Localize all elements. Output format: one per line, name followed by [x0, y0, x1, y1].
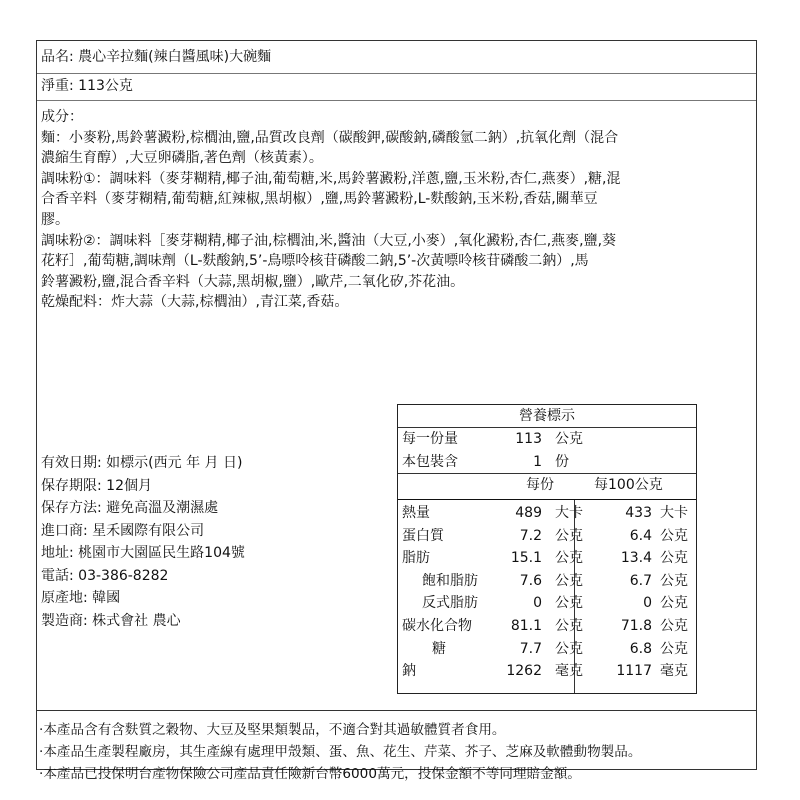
- phone: 電話: 03-386-8282: [41, 567, 169, 584]
- nutrient-value-per-100g: 71.8: [620, 618, 652, 634]
- nutrient-unit-per-serving: 大卡: [555, 505, 583, 521]
- nutrient-row: [398, 547, 696, 570]
- nutrient-value-per-serving: 15.1: [510, 550, 542, 567]
- nutrient-value-per-100g: 1117: [616, 663, 652, 680]
- nutrient-row: [398, 592, 696, 615]
- ingredient-line: 濃縮生育醇）,大豆卵磷脂,著色劑（核黃素）。: [41, 150, 323, 167]
- facility-notice: ·本產品生產製程廠房，其生產線有處理甲殼類、蛋、魚、花生、芹菜、芥子、芝麻及軟體動物製品。: [39, 744, 642, 760]
- nutrition-title: 營養標示: [519, 408, 575, 424]
- nutrient-value-per-100g: 6.8: [629, 640, 652, 657]
- serving-size-value: 113: [515, 431, 542, 447]
- manufacturer: 製造商: 株式會社 農心: [41, 612, 181, 629]
- ingredient-line: 鈴薯澱粉,鹽,混合香辛料（大蒜,黑胡椒,鹽）,歐芹,二氧化矽,芥花油。: [41, 273, 465, 290]
- main-content-row: [37, 101, 756, 711]
- product-name-row: [37, 41, 756, 74]
- seasoning2-ingredients: [41, 231, 731, 293]
- ingredient-line: 膠。: [41, 211, 69, 228]
- per-serving-header: 每份: [526, 477, 554, 493]
- nutrient-unit-per-100g: 公克: [660, 640, 688, 657]
- insurance-notice: ·本產品已投保明台產物保險公司產品責任險新台幣6000萬元，投保金額不等同理賠金額。: [39, 766, 581, 782]
- nutrient-unit-per-100g: 毫克: [660, 663, 688, 680]
- nutrient-value-per-100g: 6.4: [629, 527, 652, 544]
- ingredients-heading: 成分：: [41, 109, 83, 125]
- nutrient-name: 熱量: [402, 505, 430, 521]
- product-label: [36, 40, 757, 782]
- nutrient-unit-per-serving: 公克: [555, 572, 583, 589]
- nutrient-value-per-100g: 433: [625, 505, 652, 521]
- allergen-notice: ·本產品含有含麩質之穀物、大豆及堅果類製品，不適合對其過敏體質者食用。: [39, 722, 506, 738]
- nutrient-name: 蛋白質: [402, 527, 444, 544]
- servings-label: 本包裝含: [402, 454, 458, 470]
- nutrient-row: [398, 570, 696, 593]
- product-info-list: [41, 452, 245, 632]
- nutrient-value-per-100g: 13.4: [620, 550, 652, 567]
- storage-method: 保存方法: 避免高溫及潮濕處: [41, 500, 219, 516]
- servings-unit: 份: [555, 454, 569, 470]
- nutrient-unit-per-serving: 毫克: [555, 663, 583, 680]
- nutrient-value-per-serving: 7.2: [519, 527, 542, 544]
- nutrient-row: [398, 660, 696, 683]
- nutrient-value-per-serving: 1262: [506, 663, 542, 680]
- address: 地址: 桃園市大園區民生路104號: [41, 545, 245, 561]
- product-name: 品名: 農心辛拉麵(辣白醬風味)大碗麵: [41, 49, 272, 65]
- nutrient-name: 碳水化合物: [402, 618, 472, 634]
- ingredient-line: 合香辛料（麥芽糊精,葡萄糖,紅辣椒,黑胡椒）,鹽,馬鈴薯澱粉,L-麩酸鈉,玉米粉,香菇,關華豆: [41, 191, 598, 208]
- notices-section: [39, 719, 641, 785]
- nutrient-unit-per-serving: 公克: [555, 595, 583, 612]
- nutrient-name: 反式脂肪: [422, 595, 478, 612]
- nutrient-value-per-serving: 0: [533, 595, 542, 612]
- nutrient-value-per-serving: 489: [515, 505, 542, 521]
- serving-size-row: [398, 428, 696, 451]
- nutrient-unit-per-100g: 公克: [660, 527, 688, 544]
- nutrient-row: [398, 638, 696, 661]
- seasoning1-ingredients: [41, 169, 731, 231]
- per-100g-header: 每100公克: [594, 477, 663, 493]
- servings-per-package-row: [398, 451, 696, 474]
- ingredients-section: [41, 107, 731, 313]
- noodle-ingredients: [41, 128, 731, 169]
- nutrient-value-per-serving: 7.6: [519, 572, 542, 589]
- nutrient-unit-per-serving: 公克: [555, 618, 583, 634]
- nutrient-name: 脂肪: [402, 550, 430, 567]
- nutrition-table: [397, 404, 697, 694]
- nutrition-column-header: [398, 474, 696, 500]
- ingredient-line: 調味粉②：調味料［麥芽糊精,椰子油,棕櫚油,米,醬油（大豆,小麥）,氧化澱粉,杏仁,燕麥,鹽,葵: [41, 232, 617, 249]
- nutrient-unit-per-100g: 公克: [660, 618, 688, 634]
- serving-size-unit: 公克: [555, 431, 583, 447]
- nutrient-unit-per-100g: 公克: [660, 550, 688, 567]
- nutrient-name: 鈉: [402, 663, 416, 680]
- shelf-life: 保存期限: 12個月: [41, 477, 152, 494]
- nutrient-value-per-100g: 6.7: [629, 572, 652, 589]
- nutrient-value-per-100g: 0: [643, 595, 652, 612]
- nutrient-unit-per-100g: 大卡: [660, 505, 688, 521]
- serving-size-label: 每一份量: [402, 431, 458, 447]
- importer: 進口商: 星禾國際有限公司: [41, 522, 205, 539]
- country-of-origin: 原產地: 韓國: [41, 590, 121, 606]
- net-weight-row: [37, 74, 756, 101]
- nutrient-name: 糖: [432, 640, 446, 657]
- nutrient-value-per-serving: 81.1: [510, 618, 542, 634]
- nutrient-row: [398, 502, 696, 525]
- dried-ingredients: 乾燥配料：炸大蒜（大蒜,棕櫚油）,青江菜,香菇。: [41, 294, 349, 311]
- nutrient-unit-per-serving: 公克: [555, 640, 583, 657]
- nutrient-name: 飽和脂肪: [422, 572, 478, 589]
- servings-value: 1: [533, 454, 542, 470]
- nutrient-unit-per-100g: 公克: [660, 595, 688, 612]
- nutrient-unit-per-serving: 公克: [555, 550, 583, 567]
- ingredient-line: 麵：小麥粉,馬鈴薯澱粉,棕櫚油,鹽,品質改良劑（碳酸鉀,碳酸鈉,磷酸氫二鈉）,抗氧化劑（混合: [41, 129, 619, 146]
- ingredient-line: 花籽］,葡萄糖,調味劑（L-麩酸鈉,5’-鳥嘌呤核苷磷酸二鈉,5’-次黃嘌呤核苷磷酸二鈉）,馬: [41, 253, 589, 270]
- nutrient-row: [398, 615, 696, 638]
- nutrition-title-row: [398, 405, 696, 428]
- nutrient-unit-per-serving: 公克: [555, 527, 583, 544]
- ingredient-line: 調味粉①：調味料（麥芽糊精,椰子油,葡萄糖,米,馬鈴薯澱粉,洋蔥,鹽,玉米粉,杏仁,燕麥）,糖,混: [41, 170, 621, 187]
- net-weight: 淨重: 113公克: [41, 78, 133, 94]
- nutrient-row: [398, 525, 696, 548]
- nutrient-value-per-serving: 7.7: [519, 640, 542, 657]
- nutrient-unit-per-100g: 公克: [660, 572, 688, 589]
- expiry-date: 有效日期: 如標示(西元 年 月 日): [41, 455, 243, 471]
